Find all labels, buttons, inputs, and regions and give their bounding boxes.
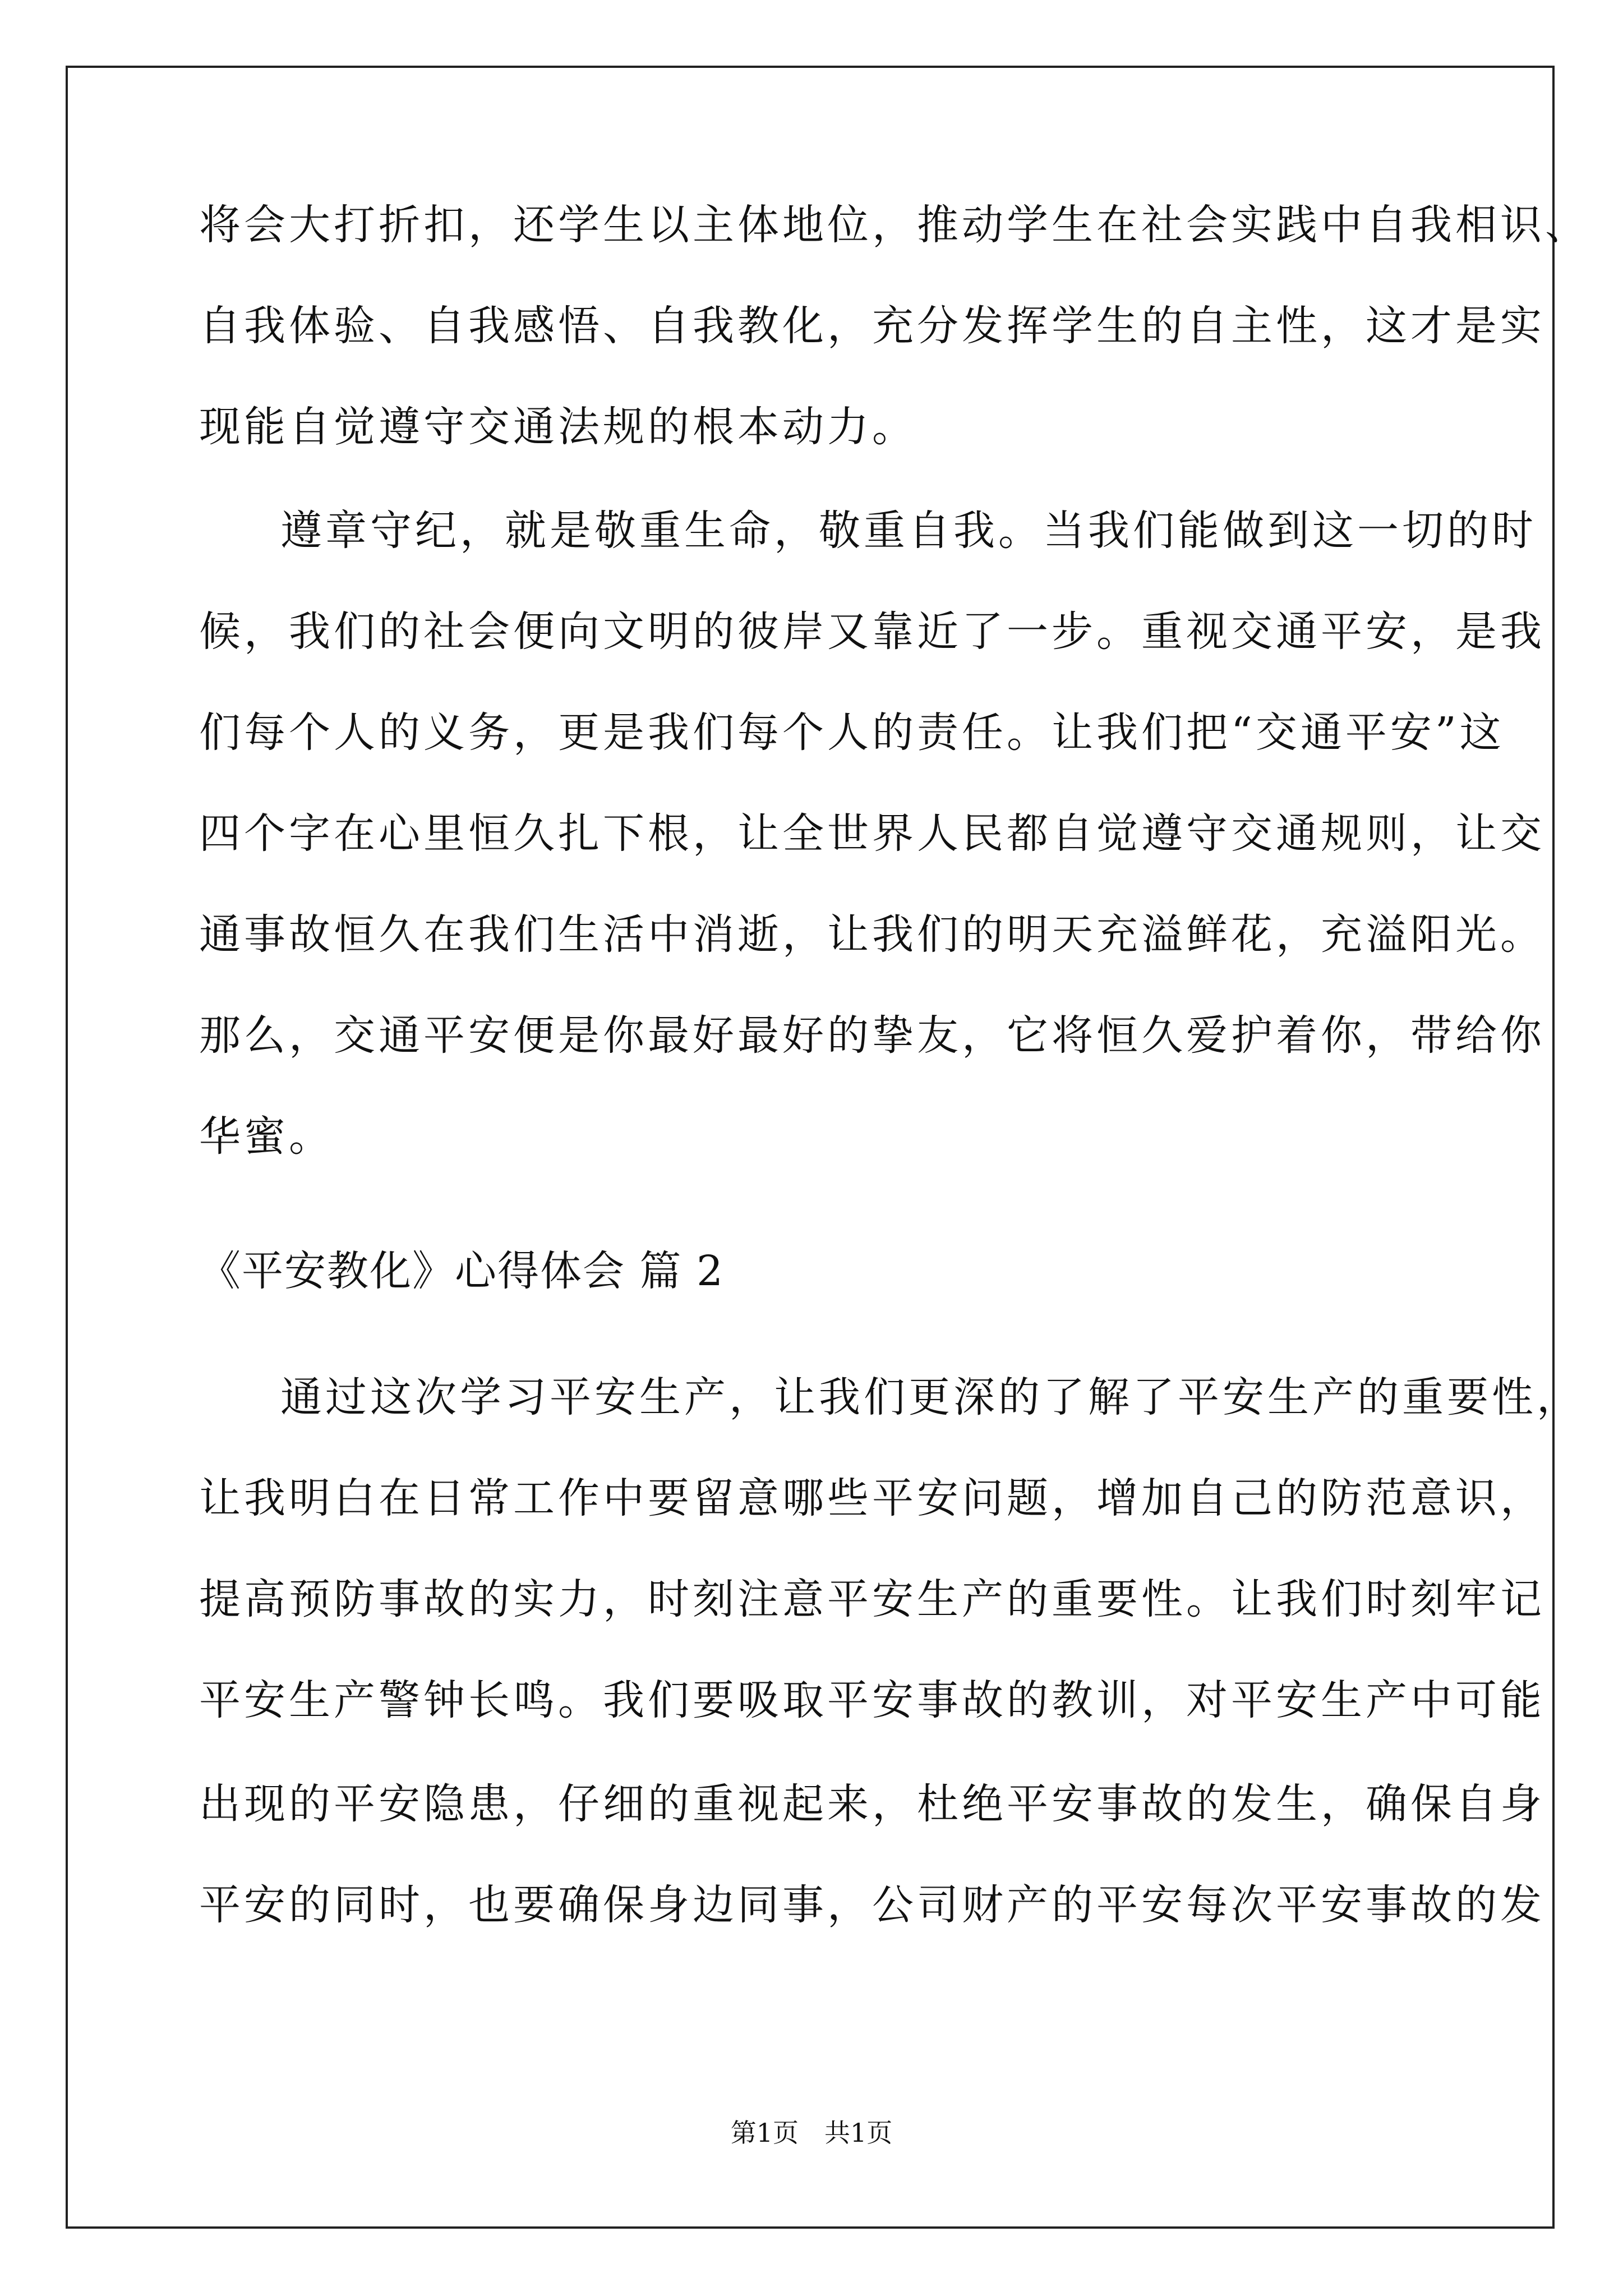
paragraph-line: 通过这次学习平安生产，让我们更深的了解了平安生产的重要性， — [280, 1373, 1581, 1421]
paragraph-line: 们每个人的义务，更是我们每个人的责任。让我们把“交通平安”这 — [199, 708, 1505, 757]
paragraph-line: 将会大打折扣，还学生以主体地位，推动学生在社会实践中自我相识、 — [199, 201, 1590, 249]
paragraph-line: 提高预防事故的实力，时刻注意平安生产的重要性。让我们时刻牢记 — [199, 1575, 1545, 1623]
paragraph-line: 现能自觉遵守交通法规的根本动力。 — [199, 403, 917, 451]
section-heading: 《平安教化》心得体会 篇 2 — [199, 1247, 725, 1295]
paragraph-line: 通事故恒久在我们生活中消逝，让我们的明天充溢鲜花，充溢阳光。 — [199, 910, 1545, 959]
paragraph-line: 那么，交通平安便是你最好最好的挚友，它将恒久爱护着你，带给你 — [199, 1011, 1545, 1060]
paragraph-line: 让我明白在日常工作中要留意哪些平安问题，增加自己的防范意识， — [199, 1474, 1545, 1522]
paragraph-line: 自我体验、自我感悟、自我教化，充分发挥学生的自主性，这才是实 — [199, 302, 1545, 350]
paragraph-line: 四个字在心里恒久扎下根，让全世界人民都自觉遵守交通规则，让交 — [199, 809, 1545, 858]
paragraph-line: 华蜜。 — [199, 1112, 334, 1161]
page-number: 第1页 共1页 — [730, 2118, 893, 2148]
paragraph-line: 遵章守纪，就是敬重生命，敬重自我。当我们能做到这一切的时 — [280, 507, 1537, 555]
page-footer — [0, 2116, 1623, 2150]
paragraph-line: 出现的平安隐患，仔细的重视起来，杜绝平安事故的发生，确保自身 — [199, 1780, 1545, 1828]
paragraph-line: 平安生产警钟长鸣。我们要吸取平安事故的教训，对平安生产中可能 — [199, 1676, 1545, 1724]
paragraph-line: 平安的同时，也要确保身边同事，公司财产的平安每次平安事故的发 — [199, 1881, 1545, 1929]
paragraph-line: 候，我们的社会便向文明的彼岸又靠近了一步。重视交通平安，是我 — [199, 608, 1545, 656]
